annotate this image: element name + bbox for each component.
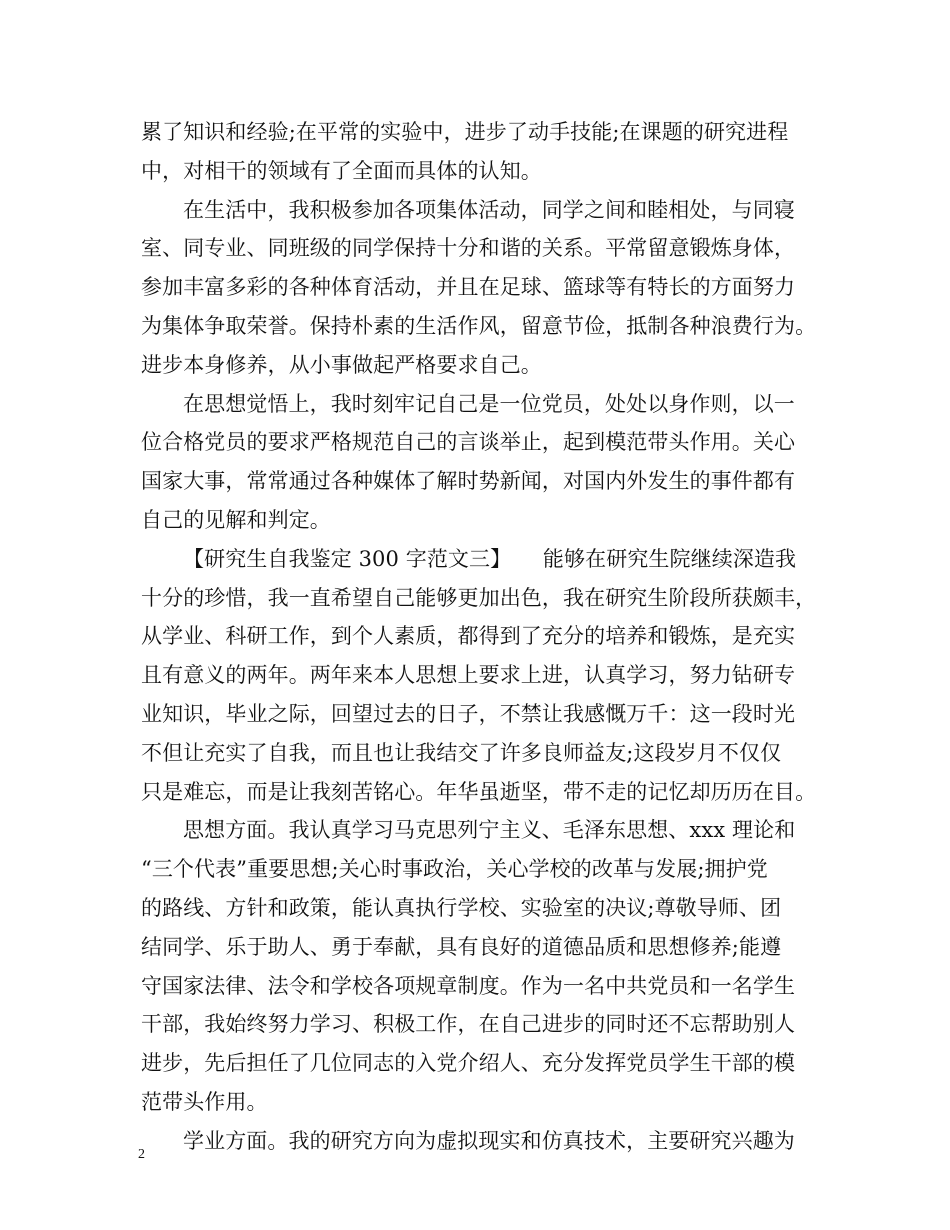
text-line: 进步本身修养，从小事做起严格要求自己。 xyxy=(141,352,542,377)
text-line: 只是难忘，而是让我刻苦铭心。年华虽逝坚，带不走的记忆却历历在目。 xyxy=(141,779,817,804)
text-line: 累了知识和经验;在平常的实验中，进步了动手技能;在课题的研究进程 xyxy=(141,120,789,144)
paragraph-start-line: 思想方面。我认真学习马克思列宁主义、毛泽东思想、xxx 理论和 xyxy=(183,818,796,843)
text-line: 业知识，毕业之际，回望过去的日子，不禁让我感慨万千：这一段时光 xyxy=(141,701,796,726)
text-line: 结同学、乐于助人、勇于奉献，具有良好的道德品质和思想修养;能遵 xyxy=(141,934,782,959)
text-line: “三个代表”重要思想;关心时事政治，关心学校的改革与发展;拥护党 xyxy=(141,857,768,882)
text-line: 且有意义的两年。两年来本人思想上要求上进，认真学习，努力钻研专 xyxy=(141,663,796,688)
paragraph-start-line: 学业方面。我的研究方向为虚拟现实和仿真技术，主要研究兴趣为 xyxy=(183,1128,795,1153)
text-line: 不但让充实了自我，而且也让我结交了许多良师益友;这段岁月不仅仅 xyxy=(141,740,782,765)
text-line: 十分的珍惜，我一直希望自己能够更加出色，我在研究生阶段所获颇丰， xyxy=(141,585,817,610)
text-line: 范带头作用。 xyxy=(141,1089,268,1114)
text-line: 进步，先后担任了几位同志的入党介绍人、充分发挥党员学生干部的模 xyxy=(141,1051,796,1076)
text-line: 位合格党员的要求严格规范自己的言谈举止，起到模范带头作用。关心 xyxy=(141,430,796,455)
text-line: 室、同专业、同班级的同学保持十分和谐的关系。平常留意锻炼身体， xyxy=(141,236,796,261)
text-line: 国家大事，常常通过各种媒体了解时势新闻，对国内外发生的事件都有 xyxy=(141,469,796,494)
text-line: 从学业、科研工作，到个人素质，都得到了充分的培养和锻炼，是充实 xyxy=(141,624,796,649)
text-line: 的路线、方针和政策，能认真执行学校、实验室的决议;尊敬导师、团 xyxy=(141,895,782,920)
page-number: 2 xyxy=(138,1147,145,1162)
paragraph-start-line: 在思想觉悟上，我时刻牢记自己是一位党员，处处以身作则，以一 xyxy=(183,391,795,416)
text-line: 自己的见解和判定。 xyxy=(141,507,331,532)
section-heading-line: 【研究生自我鉴定 300 字范文三】 能够在研究生院继续深造我 xyxy=(183,546,797,571)
body-text xyxy=(141,113,831,1161)
text-line: 参加丰富多彩的各种体育活动，并且在足球、篮球等有特长的方面努力 xyxy=(141,275,796,300)
text-line: 守国家法律、法令和学校各项规章制度。作为一名中共党员和一名学生 xyxy=(141,973,796,998)
text-line: 中，对相干的领域有了全面而具体的认知。 xyxy=(141,158,542,183)
paragraph-start-line: 在生活中，我积极参加各项集体活动，同学之间和睦相处，与同寝 xyxy=(183,197,795,222)
text-line: 干部，我始终努力学习、积极工作，在自己进步的同时还不忘帮助别人 xyxy=(141,1012,796,1037)
text-line: 为集体争取荣誉。保持朴素的生活作风，留意节俭，抵制各种浪费行为。 xyxy=(141,313,817,338)
